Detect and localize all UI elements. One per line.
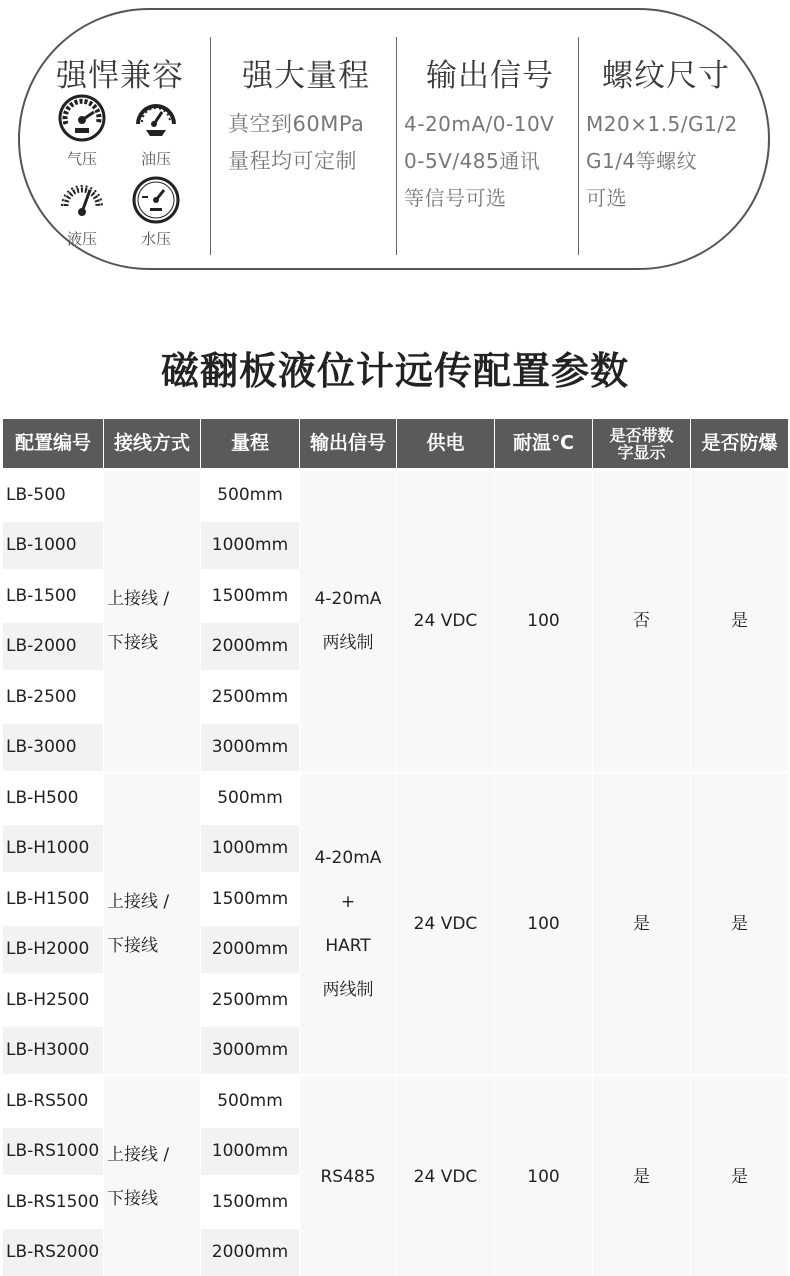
explosion-proof-cell: [691, 774, 788, 1074]
range-cell: 500mm: [217, 787, 283, 808]
header-power: [397, 419, 494, 468]
output-column: [396, 10, 578, 268]
range-cell: 1500mm: [211, 585, 289, 606]
range-cell: 500mm: [217, 484, 283, 505]
thread-title: 螺纹尺寸: [602, 58, 730, 94]
output-signal-cell: [300, 471, 396, 771]
output-signal-cell-text: 两线制: [322, 633, 374, 653]
range-description: 真空到60MPa 量程均可定制: [228, 112, 365, 173]
output-signal-cell-text: 4-20mA: [314, 848, 382, 868]
wiring-cell-text: 下接线: [107, 633, 158, 653]
range-cell: 1000mm: [201, 825, 299, 872]
power-cell: [397, 774, 494, 1074]
explosion-proof-cell-text: 是: [731, 611, 748, 631]
wiring-cell: [104, 1077, 200, 1276]
wiring-cell-text: 下接线: [107, 1188, 158, 1209]
header-range: [201, 419, 299, 468]
header-line: 是否带数: [609, 425, 674, 445]
output-signal-cell-text: +: [340, 892, 356, 912]
hydraulic-label: 液压: [66, 230, 97, 248]
range-cell: 1000mm: [201, 1128, 299, 1175]
range-cell: 3000mm: [201, 724, 299, 771]
oil-pressure-gauge-icon: [132, 94, 180, 142]
range-cell: 1500mm: [211, 1191, 289, 1212]
digital-display-cell-text: 是: [633, 1166, 650, 1187]
compat-column: [20, 10, 210, 268]
range-cell: 2000mm: [201, 926, 299, 973]
header-wiring: [104, 419, 200, 468]
output-signal-cell-text: HART: [325, 936, 371, 956]
output-signal-cell: [300, 1077, 396, 1276]
wiring-cell-text: 上接线 /: [107, 1144, 170, 1165]
power-cell-text: 24 VDC: [413, 914, 478, 934]
config-code-cell: LB-1000: [3, 522, 103, 569]
hydraulic-gauge-icon: [58, 176, 106, 224]
config-code-cell: LB-2500: [6, 686, 77, 707]
header-line: 接线方式: [113, 432, 190, 454]
range-cell: 1000mm: [201, 522, 299, 569]
output-title: 输出信号: [426, 58, 554, 94]
range-cell: 3000mm: [201, 1027, 299, 1074]
power-cell: [397, 1077, 494, 1276]
range-cell: 1500mm: [211, 888, 289, 909]
air-pressure-gauge-icon: [58, 94, 106, 142]
digital-display-cell: [593, 774, 690, 1074]
config-code-cell: LB-500: [6, 484, 66, 505]
config-code-cell: LB-2000: [3, 623, 103, 670]
config-code-cell: LB-1500: [6, 585, 77, 606]
digital-display-cell-text: 否: [633, 611, 650, 631]
temperature-cell-text: 100: [527, 611, 560, 631]
output-signal-cell: [300, 774, 396, 1074]
compat-title: 强悍兼容: [56, 58, 184, 94]
power-cell: [397, 471, 494, 771]
config-code-cell: LB-H2500: [6, 989, 90, 1010]
table-header: [3, 419, 788, 468]
water-pressure-label: 水压: [140, 230, 171, 248]
header-output: [300, 419, 396, 468]
air-pressure-label: 气压: [66, 150, 97, 168]
header-line: 是否防爆: [701, 432, 778, 454]
explosion-proof-cell: [691, 471, 788, 771]
range-column: [210, 10, 396, 268]
header-line: 供电: [426, 432, 465, 454]
digital-display-cell: [593, 471, 690, 771]
range-cell: 2500mm: [211, 686, 289, 707]
water-pressure-gauge-icon: [132, 176, 180, 224]
oil-pressure-label: 油压: [140, 150, 171, 168]
header-line: 字显示: [617, 442, 666, 462]
config-code-cell: LB-H3000: [3, 1027, 103, 1074]
thread-column: [578, 10, 768, 268]
config-code-cell: LB-RS500: [6, 1090, 89, 1111]
config-code-cell: LB-RS1000: [3, 1128, 103, 1175]
range-cell: 2500mm: [211, 989, 289, 1010]
temperature-cell: [495, 471, 592, 771]
range-title: 强大量程: [242, 58, 370, 94]
temperature-cell-text: 100: [527, 1166, 560, 1187]
wiring-cell-text: 上接线 /: [107, 892, 170, 912]
power-cell-text: 24 VDC: [413, 611, 478, 631]
digital-display-cell: [593, 1077, 690, 1276]
section-title: 磁翻板液位计远传配置参数: [160, 349, 629, 393]
config-code-cell: LB-H1500: [6, 888, 90, 909]
header-explosion-proof: [691, 419, 788, 468]
wiring-cell-text: 下接线: [107, 936, 158, 956]
temperature-cell: [495, 774, 592, 1074]
explosion-proof-cell-text: 是: [731, 1166, 748, 1187]
explosion-proof-cell-text: 是: [731, 914, 748, 934]
range-cell: 2000mm: [201, 623, 299, 670]
temperature-cell: [495, 1077, 592, 1276]
header-temp: [495, 419, 592, 468]
thread-description: M20×1.5/G1/2 G1/4等螺纹 可选: [586, 112, 738, 210]
config-code-cell: LB-3000: [3, 724, 103, 771]
digital-display-cell-text: 是: [633, 914, 650, 934]
temperature-cell-text: 100: [527, 914, 560, 934]
config-code-cell: LB-RS2000: [3, 1229, 103, 1276]
header-line: 输出信号: [309, 432, 386, 454]
header-line: 量程: [230, 432, 269, 454]
output-signal-cell-text: 两线制: [322, 980, 374, 1000]
feature-card: [18, 8, 770, 270]
wiring-cell: [104, 774, 200, 1074]
range-cell: 500mm: [217, 1090, 283, 1111]
config-code-cell: LB-H500: [6, 787, 79, 808]
output-description: 4-20mA/0-10V 0-5V/485通讯 等信号可选: [404, 112, 555, 210]
header-line: 配置编号: [14, 432, 91, 454]
output-signal-cell-text: RS485: [320, 1166, 376, 1187]
power-cell-text: 24 VDC: [413, 1166, 478, 1187]
header-line: 耐温℃: [512, 432, 574, 454]
explosion-proof-cell: [691, 1077, 788, 1276]
wiring-cell: [104, 471, 200, 771]
wiring-cell-text: 上接线 /: [107, 589, 170, 609]
config-code-cell: LB-H2000: [3, 926, 103, 973]
header-config-code: [3, 419, 103, 468]
config-code-cell: LB-H1000: [3, 825, 103, 872]
header-display: [593, 419, 690, 468]
config-code-cell: LB-RS1500: [6, 1191, 100, 1212]
output-signal-cell-text: 4-20mA: [314, 589, 382, 609]
range-cell: 2000mm: [201, 1229, 299, 1276]
